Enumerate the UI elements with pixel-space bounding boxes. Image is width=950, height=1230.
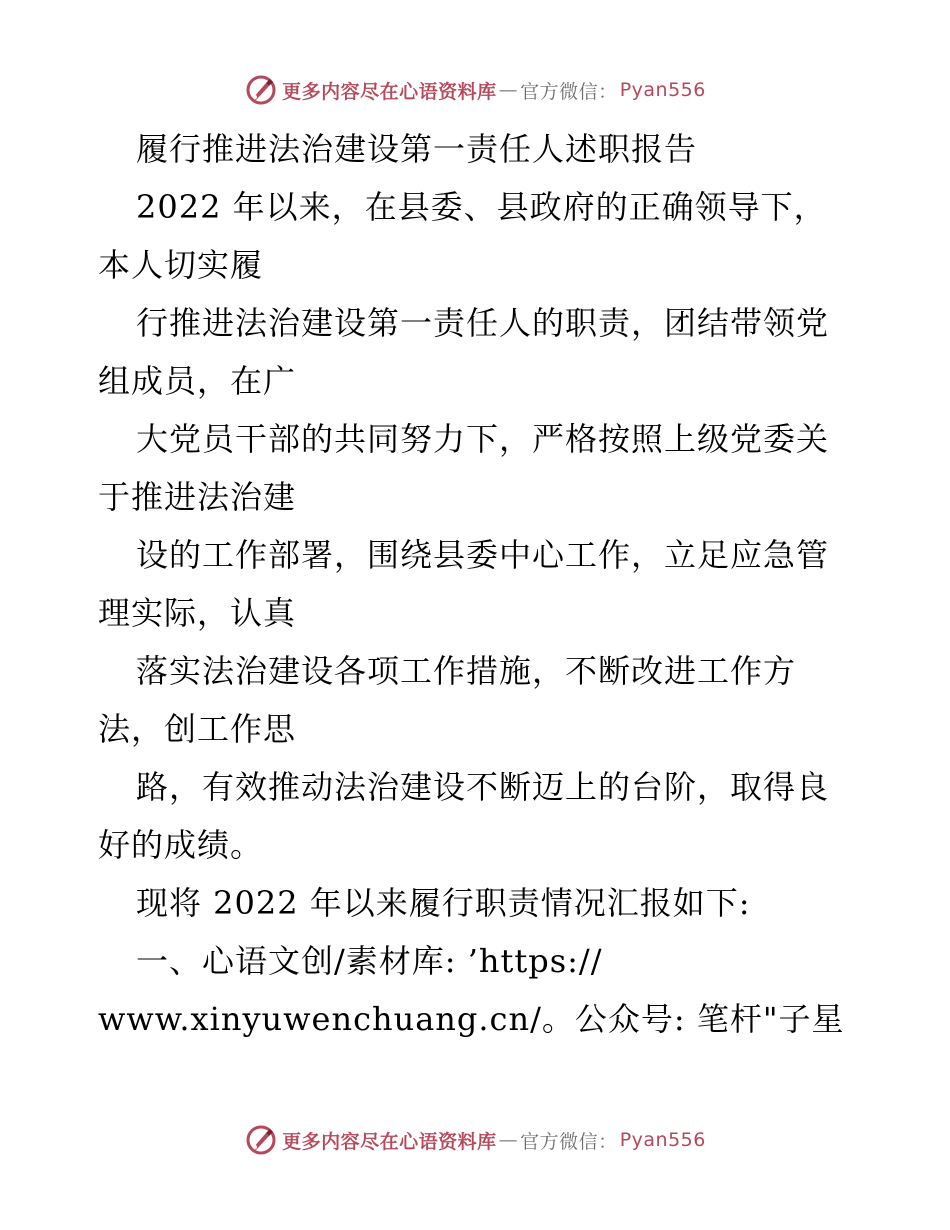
footer-banner-sub-text: 官方微信： <box>520 1130 618 1153</box>
document-line: 组成员，在广 <box>98 362 297 400</box>
document-line: 好的成绩。 <box>98 826 264 864</box>
document-line: 2022 年以来，在县委、县政府的正确领导下， <box>136 188 827 226</box>
pen-seal-logo-icon <box>244 73 278 107</box>
header-watermark-banner <box>0 70 950 110</box>
header-banner-separator: — <box>498 79 519 101</box>
document-line: 大党员干部的共同努力下，严格按照上级党委关 <box>136 420 830 458</box>
document-title: 履行推进法治建设第一责任人述职报告 <box>136 130 698 168</box>
footer-banner-wechat-id: Pyan556 <box>619 1129 706 1151</box>
document-line: 设的工作部署，围绕县委中心工作，立足应急管 <box>136 536 830 574</box>
document-line: 一、心语文创/素材库: ’https:// <box>136 942 603 980</box>
footer-banner-separator: — <box>498 1129 519 1151</box>
document-line: 落实法治建设各项工作措施，不断改进工作方 <box>136 652 797 690</box>
header-banner-wechat-id: Pyan556 <box>619 79 706 101</box>
document-line: 理实际，认真 <box>98 594 297 632</box>
document-line: 本人切实履 <box>98 246 264 284</box>
header-banner-sub-text: 官方微信： <box>520 80 618 103</box>
document-line: 行推进法治建设第一责任人的职责，团结带领党 <box>136 304 830 342</box>
document-line: 路，有效推动法治建设不断迈上的台阶，取得良 <box>136 768 830 806</box>
document-line: 于推进法治建 <box>98 478 297 516</box>
pen-seal-logo-icon <box>244 1123 278 1157</box>
header-banner-main-text: 更多内容尽在心语资料库 <box>282 80 497 103</box>
document-body <box>98 120 858 1048</box>
footer-banner-main-text: 更多内容尽在心语资料库 <box>282 1130 497 1153</box>
footer-watermark-banner <box>0 1120 950 1160</box>
document-line: www.xinyuwenchuang.cn/。公众号: 笔杆"子星 <box>98 1000 845 1038</box>
document-line: 法，创工作思 <box>98 710 297 748</box>
document-line: 现将 2022 年以来履行职责情况汇报如下: <box>136 884 751 922</box>
